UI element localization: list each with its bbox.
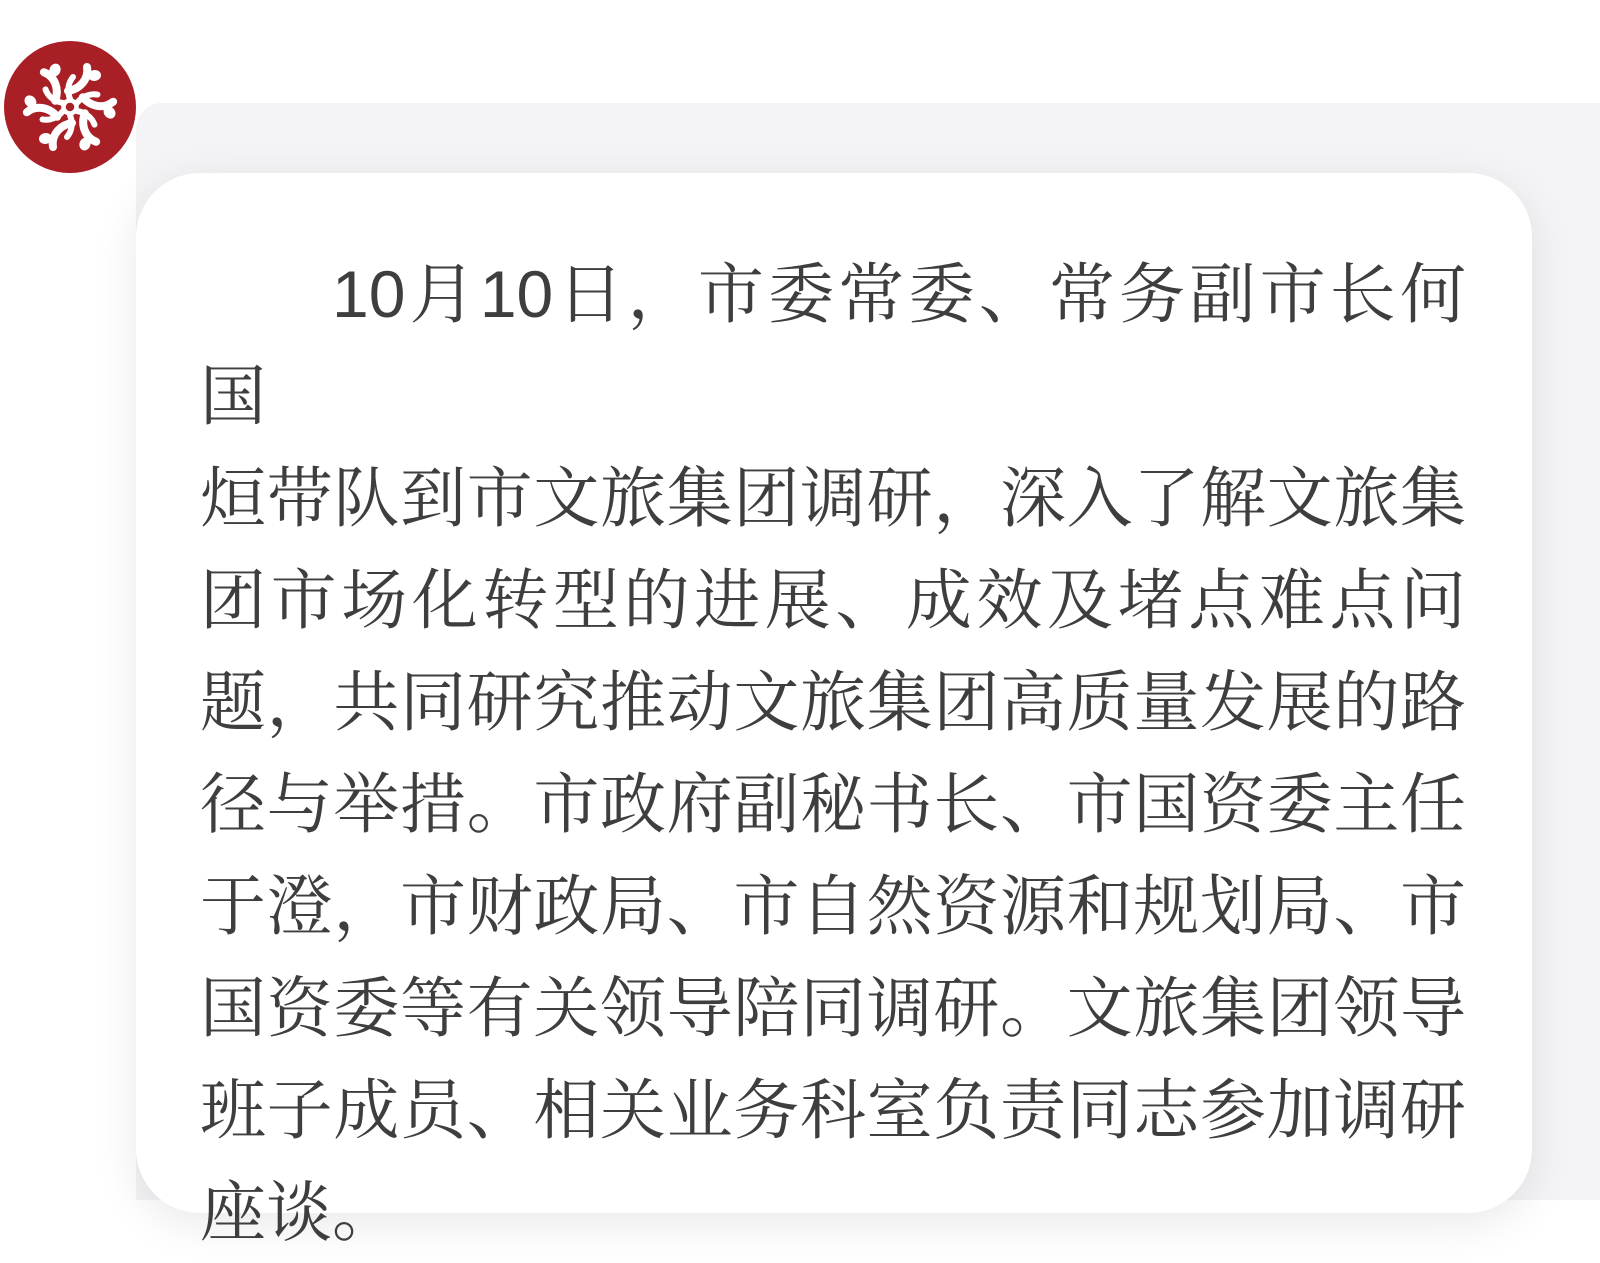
brand-logo-avatar[interactable] [4,41,136,173]
text-line: 10月10日，市委常委、常务副市长何国 [200,257,1466,433]
text-line: 于澄，市财政局、市自然资源和规划局、市 [200,869,1466,943]
text-line: 题，共同研究推动文旅集团高质量发展的路 [200,665,1466,739]
text-line: 团市场化转型的进展、成效及堵点难点问 [200,563,1466,637]
text-line: 径与举措。市政府副秘书长、市国资委主任 [200,767,1466,841]
text-line: 班子成员、相关业务科室负责同志参加调研 [200,1073,1466,1147]
text-line: 烜带队到市文旅集团调研，深入了解文旅集 [200,461,1466,535]
article-paragraph [200,243,1466,1263]
article-card [136,173,1532,1249]
seal-flower-icon [4,41,136,173]
text-line: 国资委等有关领导陪同调研。文旅集团领导 [200,971,1466,1045]
text-line: 座谈。 [200,1175,398,1249]
